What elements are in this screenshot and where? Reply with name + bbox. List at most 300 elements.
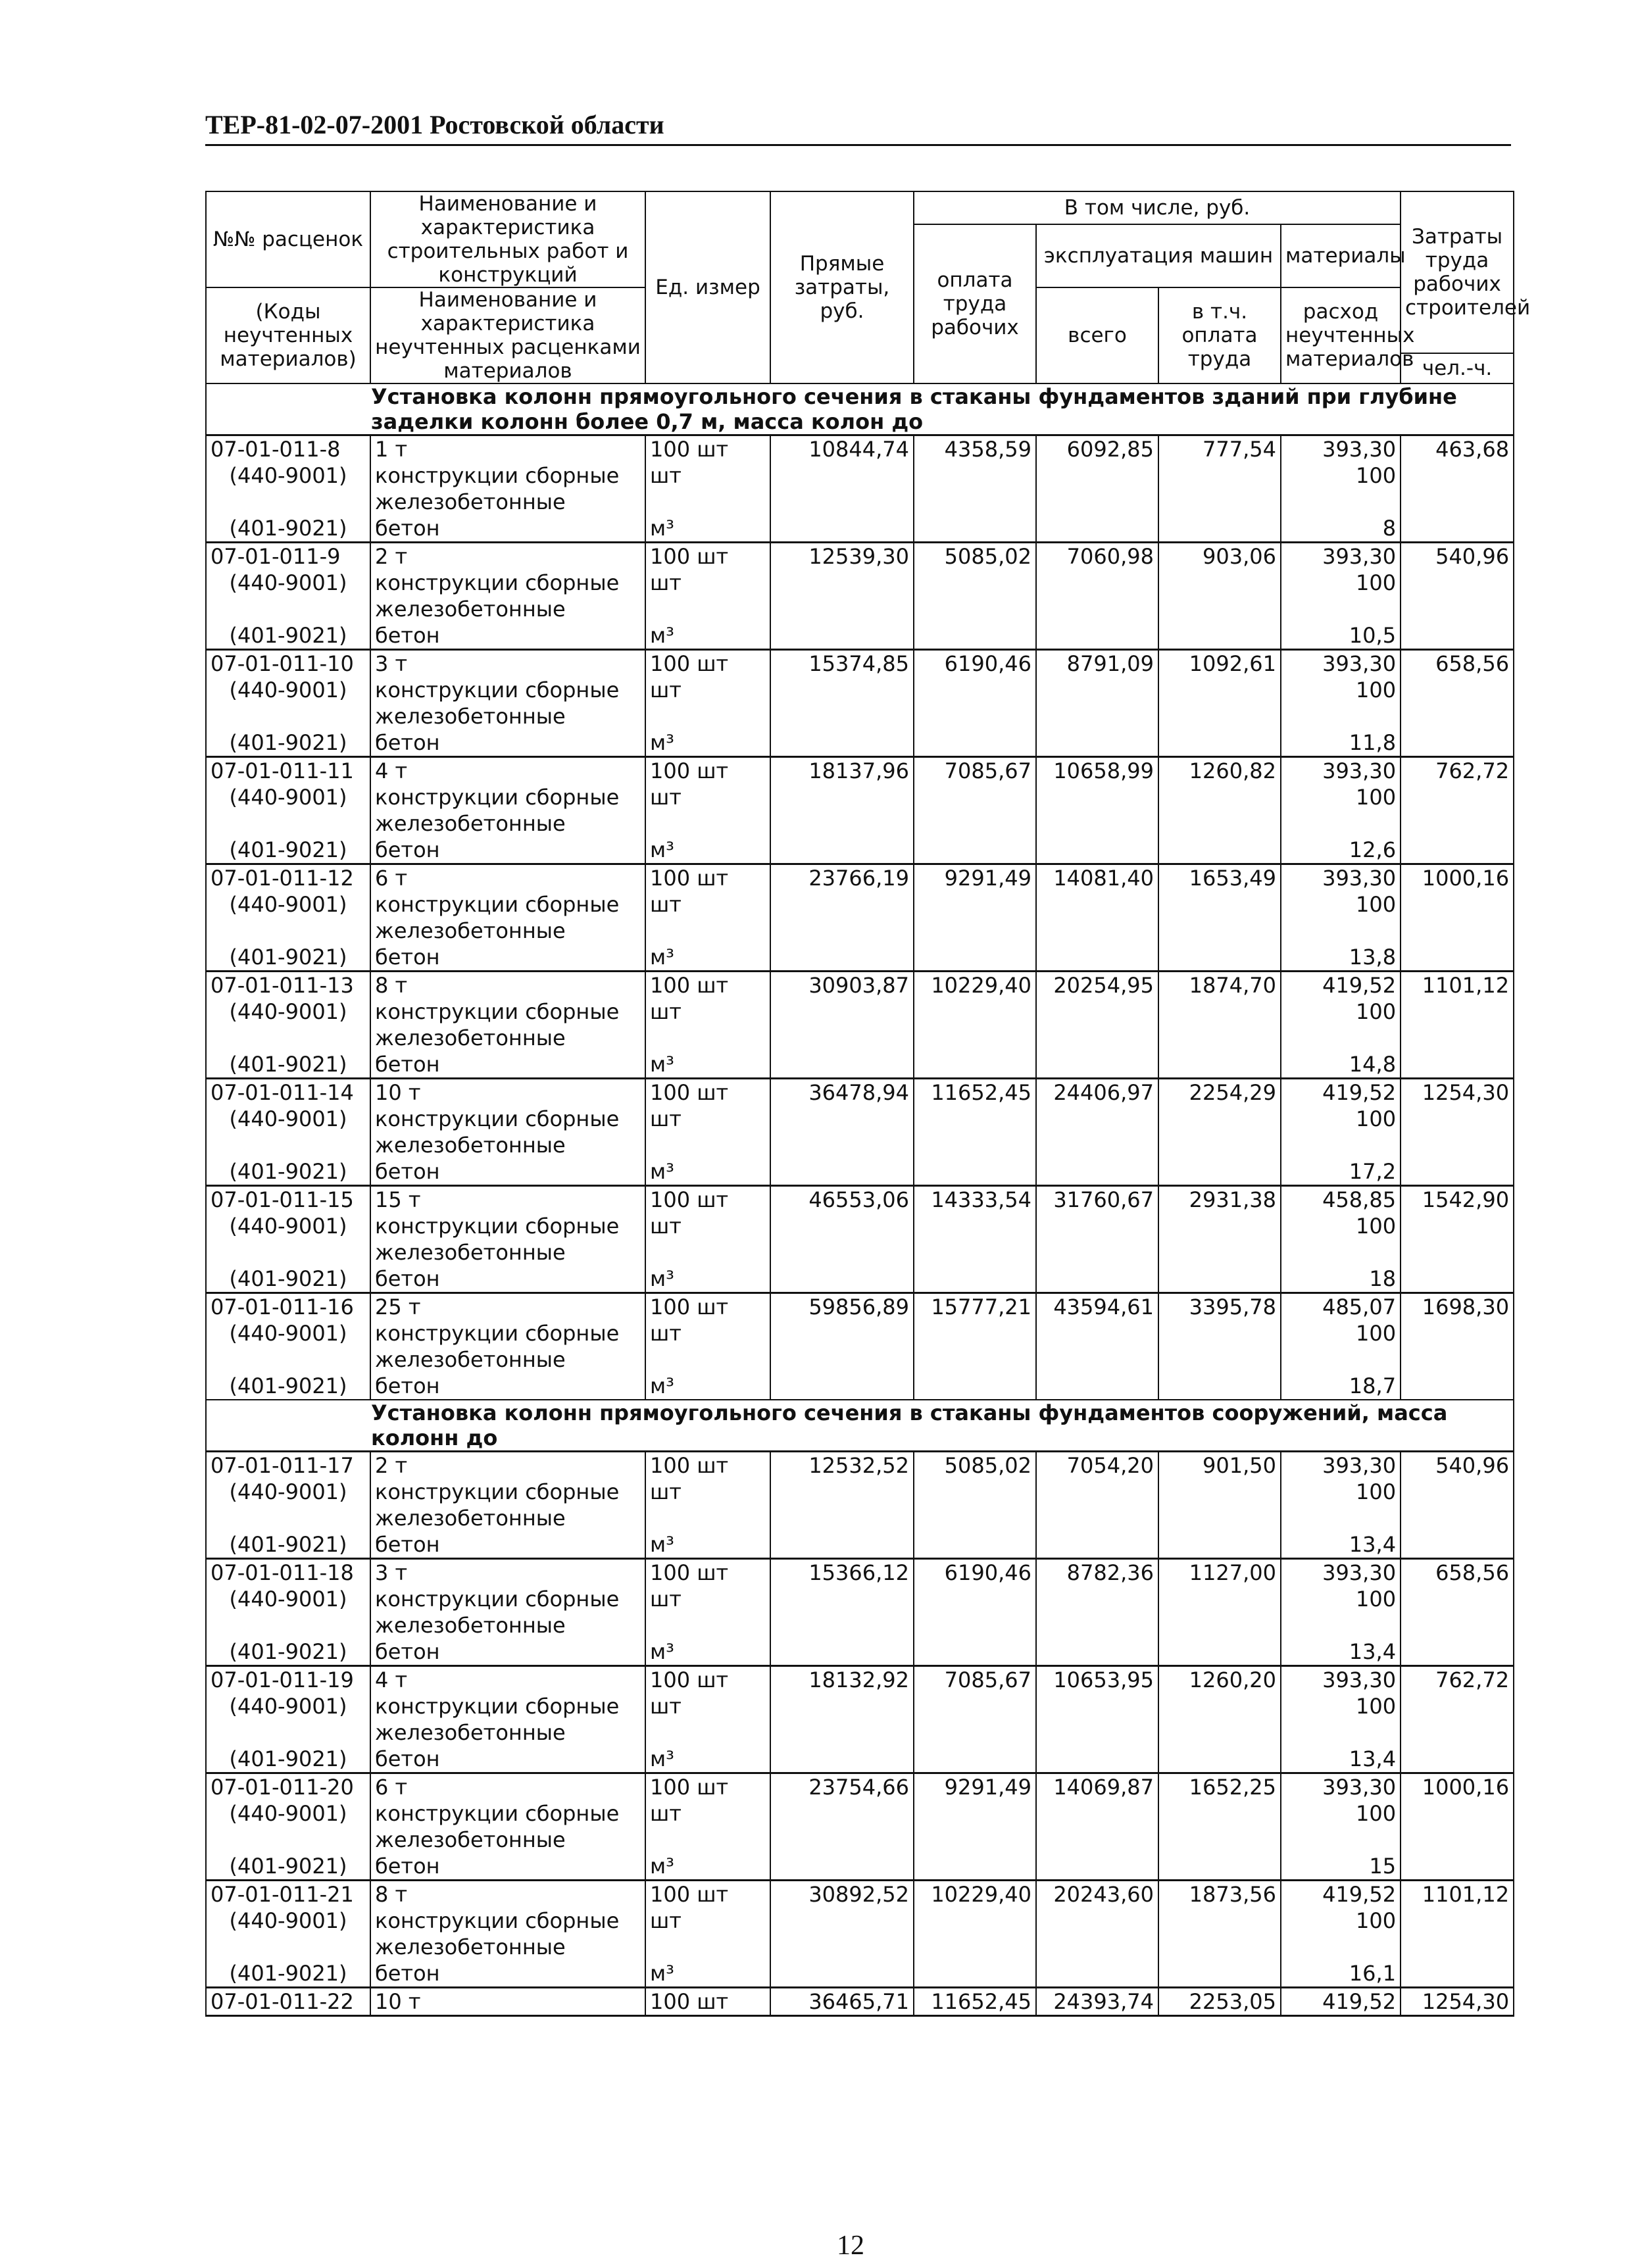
rate-machines-labor: 1127,00 — [1158, 1559, 1281, 1587]
rate-machines-labor: 3395,78 — [1158, 1293, 1281, 1321]
material-unit: м³ — [645, 1960, 770, 1988]
material-row — [206, 1266, 1514, 1293]
rate-materials: 393,30 — [1281, 864, 1401, 892]
rate-unit: 100 шт — [645, 543, 770, 570]
rate-code: 07-01-011-15 — [206, 1186, 370, 1214]
direct-empty — [770, 998, 914, 1051]
direct-empty — [770, 1853, 914, 1881]
material-row — [206, 1158, 1514, 1186]
rate-machines-labor: 777,54 — [1158, 435, 1281, 463]
rate-name: 25 т — [370, 1293, 645, 1321]
material-code: (440-9001) — [206, 1908, 370, 1960]
machines-labor-empty — [1158, 1908, 1281, 1960]
material-name: конструкции сборные железобетонные — [370, 891, 645, 944]
material-unit: шт — [645, 1106, 770, 1158]
material-quantity: 100 — [1281, 570, 1401, 622]
rate-machines-total: 8782,36 — [1036, 1559, 1158, 1587]
header-unit: Ед. измер — [645, 191, 770, 383]
labor-empty — [914, 1531, 1036, 1559]
rate-row — [206, 864, 1514, 892]
section-heading-row — [206, 1400, 1514, 1452]
direct-empty — [770, 1479, 914, 1531]
labor-hours-empty — [1401, 784, 1514, 837]
rates-table — [205, 191, 1531, 2017]
rate-machines-labor: 901,50 — [1158, 1452, 1281, 1479]
rate-name: 3 т — [370, 1559, 645, 1587]
direct-empty — [770, 729, 914, 757]
rate-unit: 100 шт — [645, 650, 770, 678]
rate-unit: 100 шт — [645, 1773, 770, 1801]
material-name: конструкции сборные железобетонные — [370, 1479, 645, 1531]
rate-direct-costs: 23766,19 — [770, 864, 914, 892]
rate-machines-labor: 1260,20 — [1158, 1666, 1281, 1694]
rate-machines-total: 14081,40 — [1036, 864, 1158, 892]
rate-labor-hours: 1101,12 — [1401, 972, 1514, 999]
rate-direct-costs: 15374,85 — [770, 650, 914, 678]
rate-machines-labor: 2931,38 — [1158, 1186, 1281, 1214]
rate-materials: 419,52 — [1281, 1988, 1401, 2016]
machines-labor-empty — [1158, 515, 1281, 543]
machines-labor-empty — [1158, 729, 1281, 757]
machines-empty — [1036, 1746, 1158, 1773]
material-code: (401-9021) — [206, 944, 370, 972]
machines-empty — [1036, 1960, 1158, 1988]
material-name: бетон — [370, 837, 645, 864]
labor-hours-empty — [1401, 622, 1514, 650]
material-name: конструкции сборные железобетонные — [370, 1586, 645, 1639]
rate-labor-pay: 15777,21 — [914, 1293, 1036, 1321]
material-row — [206, 891, 1514, 944]
machines-labor-empty — [1158, 1960, 1281, 1988]
machines-labor-empty — [1158, 1373, 1281, 1400]
material-name: конструкции сборные железобетонные — [370, 784, 645, 837]
material-name: бетон — [370, 1639, 645, 1666]
material-quantity: 100 — [1281, 1479, 1401, 1531]
labor-empty — [914, 1960, 1036, 1988]
labor-empty — [914, 784, 1036, 837]
rate-name: 4 т — [370, 757, 645, 785]
material-quantity: 8 — [1281, 515, 1401, 543]
material-unit: шт — [645, 784, 770, 837]
direct-empty — [770, 944, 914, 972]
rate-name: 4 т — [370, 1666, 645, 1694]
material-quantity: 100 — [1281, 677, 1401, 729]
page-number: 12 — [837, 2231, 864, 2261]
material-row — [206, 998, 1514, 1051]
rate-labor-hours: 1698,30 — [1401, 1293, 1514, 1321]
labor-empty — [914, 570, 1036, 622]
labor-empty — [914, 944, 1036, 972]
rate-machines-total: 31760,67 — [1036, 1186, 1158, 1214]
material-unit: шт — [645, 570, 770, 622]
rate-direct-costs: 30903,87 — [770, 972, 914, 999]
machines-labor-empty — [1158, 1320, 1281, 1373]
machines-labor-empty — [1158, 622, 1281, 650]
rate-row — [206, 972, 1514, 999]
material-quantity: 100 — [1281, 891, 1401, 944]
rate-machines-labor: 2253,05 — [1158, 1988, 1281, 2016]
header-labor-cost: Затраты труда рабочих строителей — [1401, 191, 1514, 353]
material-code: (401-9021) — [206, 1853, 370, 1881]
material-row — [206, 1853, 1514, 1881]
header-labor-pay: оплата труда рабочих — [914, 224, 1036, 383]
rate-machines-total: 7054,20 — [1036, 1452, 1158, 1479]
rate-row — [206, 650, 1514, 678]
machines-empty — [1036, 515, 1158, 543]
rate-labor-pay: 5085,02 — [914, 1452, 1036, 1479]
material-code: (440-9001) — [206, 570, 370, 622]
material-row — [206, 1800, 1514, 1853]
rate-materials: 419,52 — [1281, 1881, 1401, 1908]
material-unit: м³ — [645, 1373, 770, 1400]
material-unit: м³ — [645, 515, 770, 543]
machines-labor-empty — [1158, 1266, 1281, 1293]
rate-labor-hours: 762,72 — [1401, 1666, 1514, 1694]
labor-hours-empty — [1401, 515, 1514, 543]
rate-labor-hours: 1000,16 — [1401, 1773, 1514, 1801]
direct-empty — [770, 1158, 914, 1186]
rate-machines-labor: 903,06 — [1158, 543, 1281, 570]
material-unit: шт — [645, 1479, 770, 1531]
direct-empty — [770, 1266, 914, 1293]
labor-hours-empty — [1401, 1746, 1514, 1773]
material-row — [206, 1213, 1514, 1266]
rate-direct-costs: 12532,52 — [770, 1452, 914, 1479]
direct-empty — [770, 1639, 914, 1666]
rate-code: 07-01-011-19 — [206, 1666, 370, 1694]
rate-row — [206, 757, 1514, 785]
rate-labor-hours: 1254,30 — [1401, 1988, 1514, 2016]
direct-empty — [770, 622, 914, 650]
rate-labor-hours: 658,56 — [1401, 650, 1514, 678]
machines-labor-empty — [1158, 784, 1281, 837]
section-heading-row — [206, 383, 1514, 435]
direct-empty — [770, 1531, 914, 1559]
direct-empty — [770, 515, 914, 543]
machines-empty — [1036, 622, 1158, 650]
material-row — [206, 1531, 1514, 1559]
labor-hours-empty — [1401, 1373, 1514, 1400]
rate-materials: 393,30 — [1281, 757, 1401, 785]
labor-empty — [914, 998, 1036, 1051]
machines-labor-empty — [1158, 1106, 1281, 1158]
machines-empty — [1036, 462, 1158, 515]
labor-hours-empty — [1401, 1051, 1514, 1079]
material-code: (440-9001) — [206, 1693, 370, 1746]
material-row — [206, 729, 1514, 757]
labor-hours-empty — [1401, 944, 1514, 972]
machines-labor-empty — [1158, 1051, 1281, 1079]
direct-empty — [770, 1908, 914, 1960]
rate-materials: 393,30 — [1281, 1559, 1401, 1587]
material-quantity: 12,6 — [1281, 837, 1401, 864]
direct-empty — [770, 1800, 914, 1853]
rate-unit: 100 шт — [645, 1988, 770, 2016]
labor-empty — [914, 729, 1036, 757]
material-row — [206, 622, 1514, 650]
material-code: (440-9001) — [206, 784, 370, 837]
labor-empty — [914, 1051, 1036, 1079]
rate-materials: 458,85 — [1281, 1186, 1401, 1214]
material-name: бетон — [370, 1531, 645, 1559]
rate-materials: 393,30 — [1281, 1452, 1401, 1479]
rate-code: 07-01-011-20 — [206, 1773, 370, 1801]
labor-empty — [914, 1693, 1036, 1746]
machines-labor-empty — [1158, 891, 1281, 944]
rate-unit: 100 шт — [645, 1079, 770, 1106]
document-title: ТЕР-81-02-07-2001 Ростовской области — [205, 110, 664, 139]
material-name: бетон — [370, 1266, 645, 1293]
material-name: конструкции сборные железобетонные — [370, 1320, 645, 1373]
material-code: (401-9021) — [206, 837, 370, 864]
rate-code: 07-01-011-18 — [206, 1559, 370, 1587]
rate-unit: 100 шт — [645, 1452, 770, 1479]
material-name: конструкции сборные железобетонные — [370, 1800, 645, 1853]
rate-name: 3 т — [370, 650, 645, 678]
material-unit: м³ — [645, 944, 770, 972]
header-including: В том числе, руб. — [914, 191, 1401, 224]
material-unit: м³ — [645, 1853, 770, 1881]
material-code: (401-9021) — [206, 1531, 370, 1559]
material-code: (440-9001) — [206, 462, 370, 515]
labor-empty — [914, 515, 1036, 543]
rate-labor-pay: 9291,49 — [914, 864, 1036, 892]
material-name: конструкции сборные железобетонные — [370, 570, 645, 622]
rate-labor-hours: 762,72 — [1401, 757, 1514, 785]
material-code: (440-9001) — [206, 998, 370, 1051]
material-quantity: 14,8 — [1281, 1051, 1401, 1079]
material-name: бетон — [370, 1373, 645, 1400]
machines-labor-empty — [1158, 1586, 1281, 1639]
labor-hours-empty — [1401, 570, 1514, 622]
material-row — [206, 570, 1514, 622]
rate-direct-costs: 36478,94 — [770, 1079, 914, 1106]
rate-name: 6 т — [370, 1773, 645, 1801]
material-code: (440-9001) — [206, 1106, 370, 1158]
rate-labor-pay: 7085,67 — [914, 1666, 1036, 1694]
header-labor-cost-unit: чел.-ч. — [1401, 353, 1514, 383]
direct-empty — [770, 570, 914, 622]
material-quantity: 11,8 — [1281, 729, 1401, 757]
material-name: бетон — [370, 729, 645, 757]
rate-code: 07-01-011-17 — [206, 1452, 370, 1479]
material-unit: шт — [645, 891, 770, 944]
material-quantity: 100 — [1281, 1908, 1401, 1960]
material-code: (440-9001) — [206, 1479, 370, 1531]
machines-labor-empty — [1158, 1639, 1281, 1666]
rate-labor-pay: 11652,45 — [914, 1988, 1036, 2016]
rate-machines-total: 24406,97 — [1036, 1079, 1158, 1106]
machines-empty — [1036, 891, 1158, 944]
labor-empty — [914, 462, 1036, 515]
material-unit: м³ — [645, 1531, 770, 1559]
labor-empty — [914, 1800, 1036, 1853]
rate-name: 6 т — [370, 864, 645, 892]
machines-empty — [1036, 1693, 1158, 1746]
material-quantity: 100 — [1281, 1693, 1401, 1746]
material-code: (401-9021) — [206, 1373, 370, 1400]
rate-code: 07-01-011-10 — [206, 650, 370, 678]
rate-machines-labor: 1873,56 — [1158, 1881, 1281, 1908]
material-name: бетон — [370, 944, 645, 972]
material-unit: м³ — [645, 622, 770, 650]
rate-unit: 100 шт — [645, 1559, 770, 1587]
material-unit: шт — [645, 1908, 770, 1960]
rate-labor-hours: 540,96 — [1401, 543, 1514, 570]
material-name: конструкции сборные железобетонные — [370, 462, 645, 515]
labor-hours-empty — [1401, 1853, 1514, 1881]
labor-empty — [914, 1106, 1036, 1158]
material-row — [206, 1908, 1514, 1960]
material-row — [206, 1373, 1514, 1400]
rate-machines-total: 10658,99 — [1036, 757, 1158, 785]
material-quantity: 16,1 — [1281, 1960, 1401, 1988]
direct-empty — [770, 1051, 914, 1079]
material-row — [206, 677, 1514, 729]
labor-hours-empty — [1401, 837, 1514, 864]
material-quantity: 10,5 — [1281, 622, 1401, 650]
machines-empty — [1036, 1051, 1158, 1079]
rate-direct-costs: 18132,92 — [770, 1666, 914, 1694]
direct-empty — [770, 1320, 914, 1373]
material-code: (401-9021) — [206, 515, 370, 543]
material-quantity: 100 — [1281, 998, 1401, 1051]
rate-name: 2 т — [370, 543, 645, 570]
rate-row — [206, 435, 1514, 463]
material-name: бетон — [370, 1746, 645, 1773]
material-row — [206, 1586, 1514, 1639]
section-title: Установка колонн прямоугольного сечения в стаканы фундаментов сооружений, масса колонн до — [206, 1400, 1514, 1452]
material-unit: м³ — [645, 1639, 770, 1666]
material-quantity: 13,4 — [1281, 1639, 1401, 1666]
rate-materials: 393,30 — [1281, 543, 1401, 570]
labor-hours-empty — [1401, 1531, 1514, 1559]
rate-code: 07-01-011-13 — [206, 972, 370, 999]
rate-direct-costs: 10844,74 — [770, 435, 914, 463]
rate-name: 8 т — [370, 1881, 645, 1908]
material-quantity: 15 — [1281, 1853, 1401, 1881]
labor-hours-empty — [1401, 1213, 1514, 1266]
rate-labor-pay: 7085,67 — [914, 757, 1036, 785]
rate-direct-costs: 18137,96 — [770, 757, 914, 785]
direct-empty — [770, 837, 914, 864]
material-code: (440-9001) — [206, 891, 370, 944]
direct-empty — [770, 677, 914, 729]
labor-empty — [914, 1853, 1036, 1881]
labor-hours-empty — [1401, 1266, 1514, 1293]
rate-row — [206, 1293, 1514, 1321]
material-quantity: 100 — [1281, 1213, 1401, 1266]
machines-empty — [1036, 677, 1158, 729]
labor-empty — [914, 1908, 1036, 1960]
material-unit: м³ — [645, 1051, 770, 1079]
rate-code: 07-01-011-11 — [206, 757, 370, 785]
material-name: конструкции сборные железобетонные — [370, 1693, 645, 1746]
rate-code: 07-01-011-9 — [206, 543, 370, 570]
labor-empty — [914, 1746, 1036, 1773]
rate-machines-labor: 1092,61 — [1158, 650, 1281, 678]
rate-direct-costs: 30892,52 — [770, 1881, 914, 1908]
rate-unit: 100 шт — [645, 1881, 770, 1908]
machines-empty — [1036, 784, 1158, 837]
rate-materials: 485,07 — [1281, 1293, 1401, 1321]
rate-materials: 393,30 — [1281, 1773, 1401, 1801]
labor-hours-empty — [1401, 1693, 1514, 1746]
rate-labor-hours: 540,96 — [1401, 1452, 1514, 1479]
material-quantity: 18 — [1281, 1266, 1401, 1293]
labor-hours-empty — [1401, 891, 1514, 944]
material-name: бетон — [370, 622, 645, 650]
rate-row — [206, 1079, 1514, 1106]
material-row — [206, 784, 1514, 837]
material-quantity: 100 — [1281, 1106, 1401, 1158]
machines-labor-empty — [1158, 1800, 1281, 1853]
material-code: (401-9021) — [206, 1639, 370, 1666]
rate-labor-hours: 1000,16 — [1401, 864, 1514, 892]
rate-machines-total: 14069,87 — [1036, 1773, 1158, 1801]
rate-unit: 100 шт — [645, 1293, 770, 1321]
header-direct-costs: Прямые затраты, руб. — [770, 191, 914, 383]
material-code: (401-9021) — [206, 1051, 370, 1079]
rate-row — [206, 1773, 1514, 1801]
rate-labor-hours: 463,68 — [1401, 435, 1514, 463]
material-name: конструкции сборные железобетонные — [370, 677, 645, 729]
material-row — [206, 1320, 1514, 1373]
table-header — [206, 191, 1531, 383]
rate-materials: 393,30 — [1281, 1666, 1401, 1694]
material-row — [206, 1106, 1514, 1158]
material-row — [206, 462, 1514, 515]
material-unit: м³ — [645, 1158, 770, 1186]
direct-empty — [770, 891, 914, 944]
direct-empty — [770, 462, 914, 515]
machines-labor-empty — [1158, 462, 1281, 515]
material-quantity: 13,4 — [1281, 1746, 1401, 1773]
rate-row — [206, 1881, 1514, 1908]
material-code: (401-9021) — [206, 622, 370, 650]
machines-empty — [1036, 1853, 1158, 1881]
rate-direct-costs: 15366,12 — [770, 1559, 914, 1587]
rate-labor-pay: 5085,02 — [914, 543, 1036, 570]
rate-labor-hours: 1101,12 — [1401, 1881, 1514, 1908]
rate-machines-total: 6092,85 — [1036, 435, 1158, 463]
header-code-top: №№ расценок — [206, 191, 370, 287]
machines-empty — [1036, 1800, 1158, 1853]
table-body — [206, 383, 1514, 2016]
labor-hours-empty — [1401, 1158, 1514, 1186]
rate-labor-pay: 14333,54 — [914, 1186, 1036, 1214]
machines-empty — [1036, 837, 1158, 864]
rate-labor-pay: 4358,59 — [914, 435, 1036, 463]
document-header — [205, 109, 1511, 146]
material-code: (401-9021) — [206, 1960, 370, 1988]
rate-machines-total: 43594,61 — [1036, 1293, 1158, 1321]
rate-machines-labor: 1653,49 — [1158, 864, 1281, 892]
machines-empty — [1036, 729, 1158, 757]
rate-name: 2 т — [370, 1452, 645, 1479]
rate-unit: 100 шт — [645, 435, 770, 463]
rate-machines-labor: 2254,29 — [1158, 1079, 1281, 1106]
material-row — [206, 944, 1514, 972]
rate-materials: 419,52 — [1281, 972, 1401, 999]
material-unit: м³ — [645, 1746, 770, 1773]
rate-row — [206, 1186, 1514, 1214]
material-unit: шт — [645, 1586, 770, 1639]
machines-empty — [1036, 1586, 1158, 1639]
material-row — [206, 837, 1514, 864]
header-code-bottom: (Коды неучтенных материалов) — [206, 287, 370, 383]
rate-labor-pay: 6190,46 — [914, 650, 1036, 678]
